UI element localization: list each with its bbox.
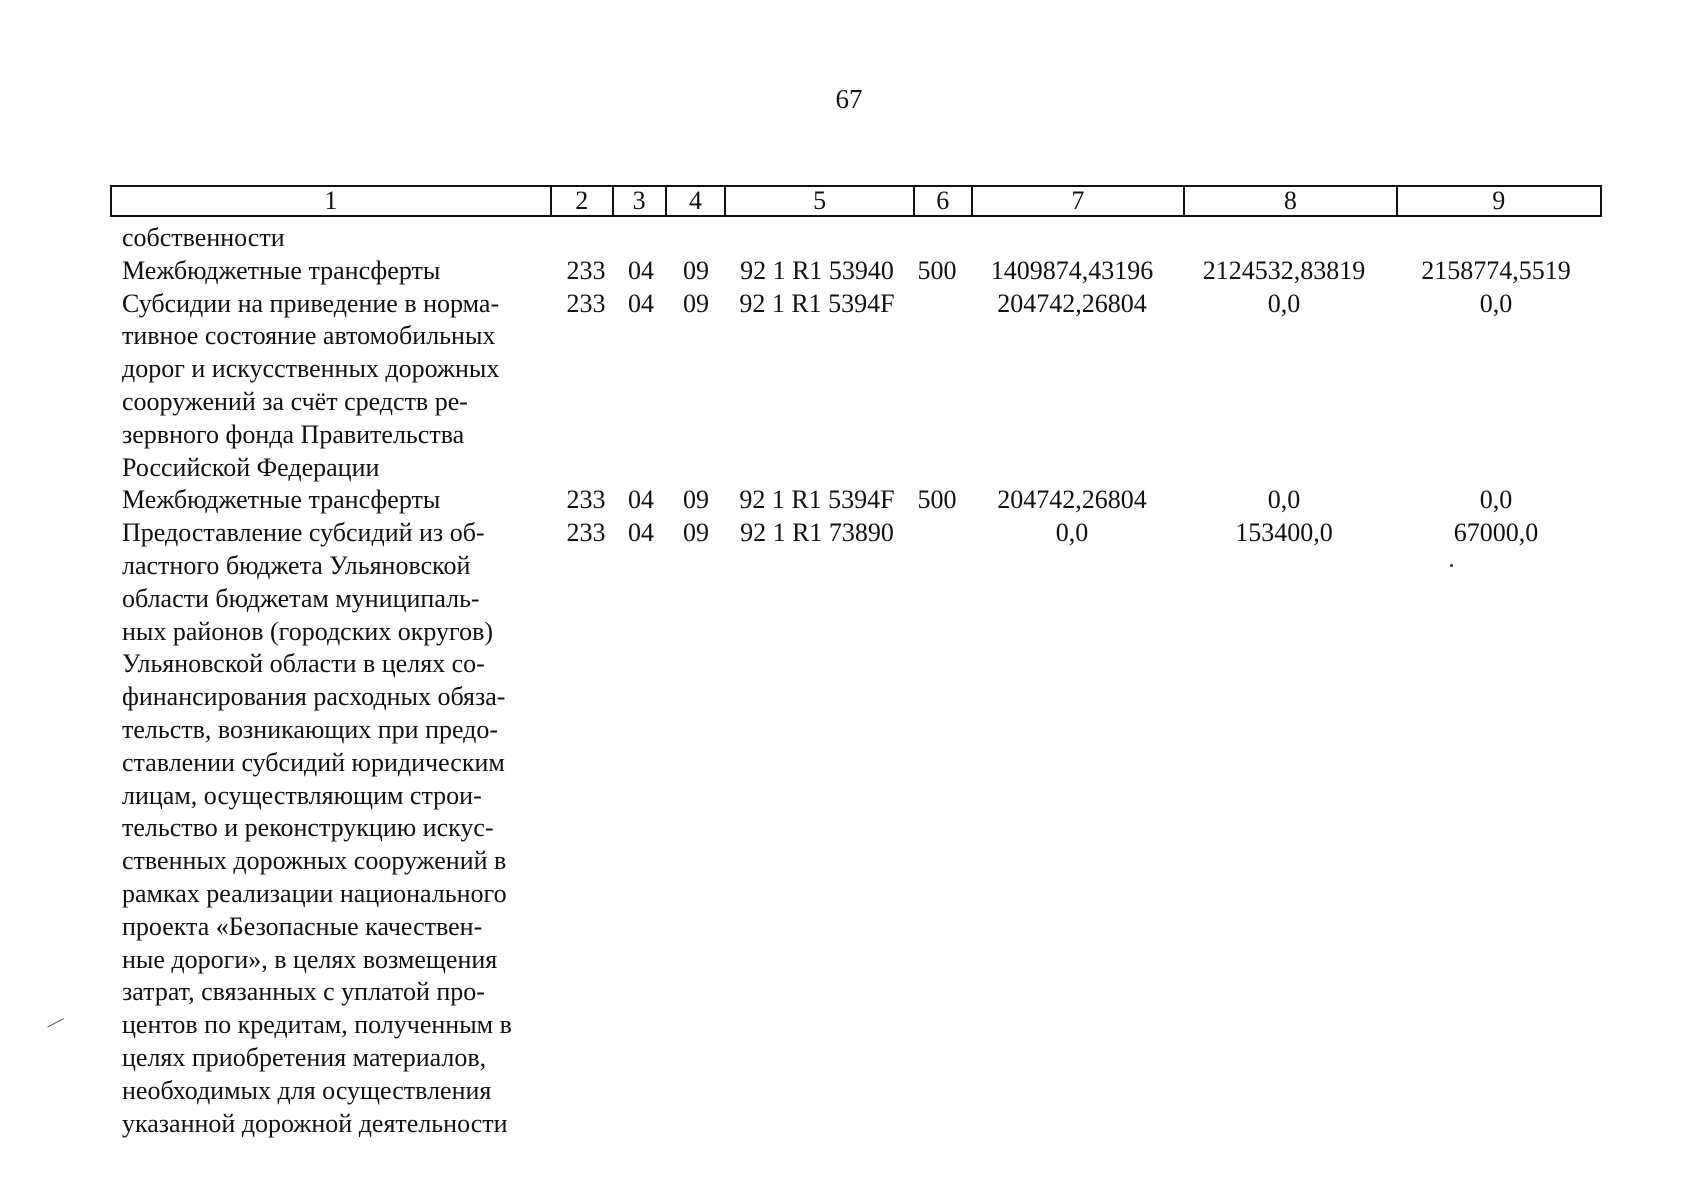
- table-row: [0, 255, 1698, 288]
- header-col-4: 4: [667, 187, 727, 215]
- cell-ministry-code: 233: [566, 255, 606, 285]
- cell-target-article: 92 1 R1 5394F: [739, 485, 895, 515]
- header-col-3: 3: [614, 187, 667, 215]
- header-col-5: 5: [726, 187, 915, 215]
- row-description: Межбюджетные трансферты: [122, 255, 441, 285]
- cell-ministry-code: 233: [566, 518, 606, 548]
- cell-section: 04: [628, 255, 654, 285]
- cell-amount-col7: 1409874,43196: [990, 255, 1154, 285]
- cell-amount-col8: 153400,0: [1235, 518, 1333, 548]
- cell-amount-col7: 204742,26804: [997, 288, 1147, 318]
- header-col-8: 8: [1185, 187, 1397, 215]
- cell-section: 04: [628, 485, 654, 515]
- row-description: Предоставление субсидий из об- ластного бюджета Ульяновской области бюджетам муниципаль- ных районов (городских округов) Ульяновской области в целях со- финансирования расходных обяза- тельств, возникающих при предо- ставлении субсидий юридическим лицам, осуществляющим строи- тельство и реконструкцию искус- ственных дорожных сооружений в рамках реализации национального проекта «Безопасные качествен- ные дороги», в целях возмещения затрат, связанных с уплатой про- центов по кредитам, полученным в целях приобретения материалов, необходимых для осуществления указанной дорожной деятельности: [122, 518, 512, 1138]
- row-description: собственности: [122, 223, 285, 252]
- cell-ministry-code: 233: [566, 485, 606, 515]
- cell-ministry-code: 233: [566, 288, 606, 318]
- cell-section: 04: [628, 288, 654, 318]
- table-row: [0, 222, 1698, 255]
- cell-subsection: 09: [683, 518, 709, 548]
- row-description: Субсидии на приведение в норма- тивное состояние автомобильных дорог и искусственных дорожных сооружений за счёт средств ре- зервного фонда Правительства Российской Федерации: [122, 288, 500, 482]
- cell-subsection: 09: [683, 485, 709, 515]
- cell-amount-col9: 0,0: [1479, 485, 1513, 515]
- table-header: [110, 185, 1602, 217]
- cell-amount-col8: 0,0: [1267, 288, 1301, 318]
- cell-target-article: 92 1 R1 53940: [740, 255, 894, 285]
- cell-amount-col8: 0,0: [1267, 485, 1301, 515]
- cell-amount-col9: 67000,0: [1453, 518, 1539, 548]
- table-body: [0, 222, 1698, 1140]
- header-col-1: 1: [112, 187, 552, 215]
- scan-speck: [1450, 564, 1453, 567]
- page-number: 67: [835, 84, 863, 114]
- cell-subsection: 09: [683, 288, 709, 318]
- cell-amount-col7: 0,0: [1055, 518, 1089, 548]
- cell-expense-type: 500: [917, 255, 957, 285]
- cell-amount-col8: 2124532,83819: [1202, 255, 1366, 285]
- cell-subsection: 09: [683, 255, 709, 285]
- table-row: [0, 484, 1698, 517]
- table-row: [0, 517, 1698, 1140]
- cell-section: 04: [628, 518, 654, 548]
- row-description: Межбюджетные трансферты: [122, 485, 441, 515]
- cell-amount-col9: 2158774,5519: [1421, 255, 1571, 285]
- cell-amount-col9: 0,0: [1479, 288, 1513, 318]
- cell-target-article: 92 1 R1 73890: [740, 518, 894, 548]
- cell-expense-type: 500: [917, 485, 957, 515]
- table-row: [0, 288, 1698, 485]
- header-col-6: 6: [915, 187, 973, 215]
- header-col-9: 9: [1492, 186, 1506, 215]
- cell-target-article: 92 1 R1 5394F: [739, 288, 895, 318]
- header-col-7: 7: [973, 187, 1185, 215]
- cell-amount-col7: 204742,26804: [997, 485, 1147, 515]
- header-col-2: 2: [552, 187, 614, 215]
